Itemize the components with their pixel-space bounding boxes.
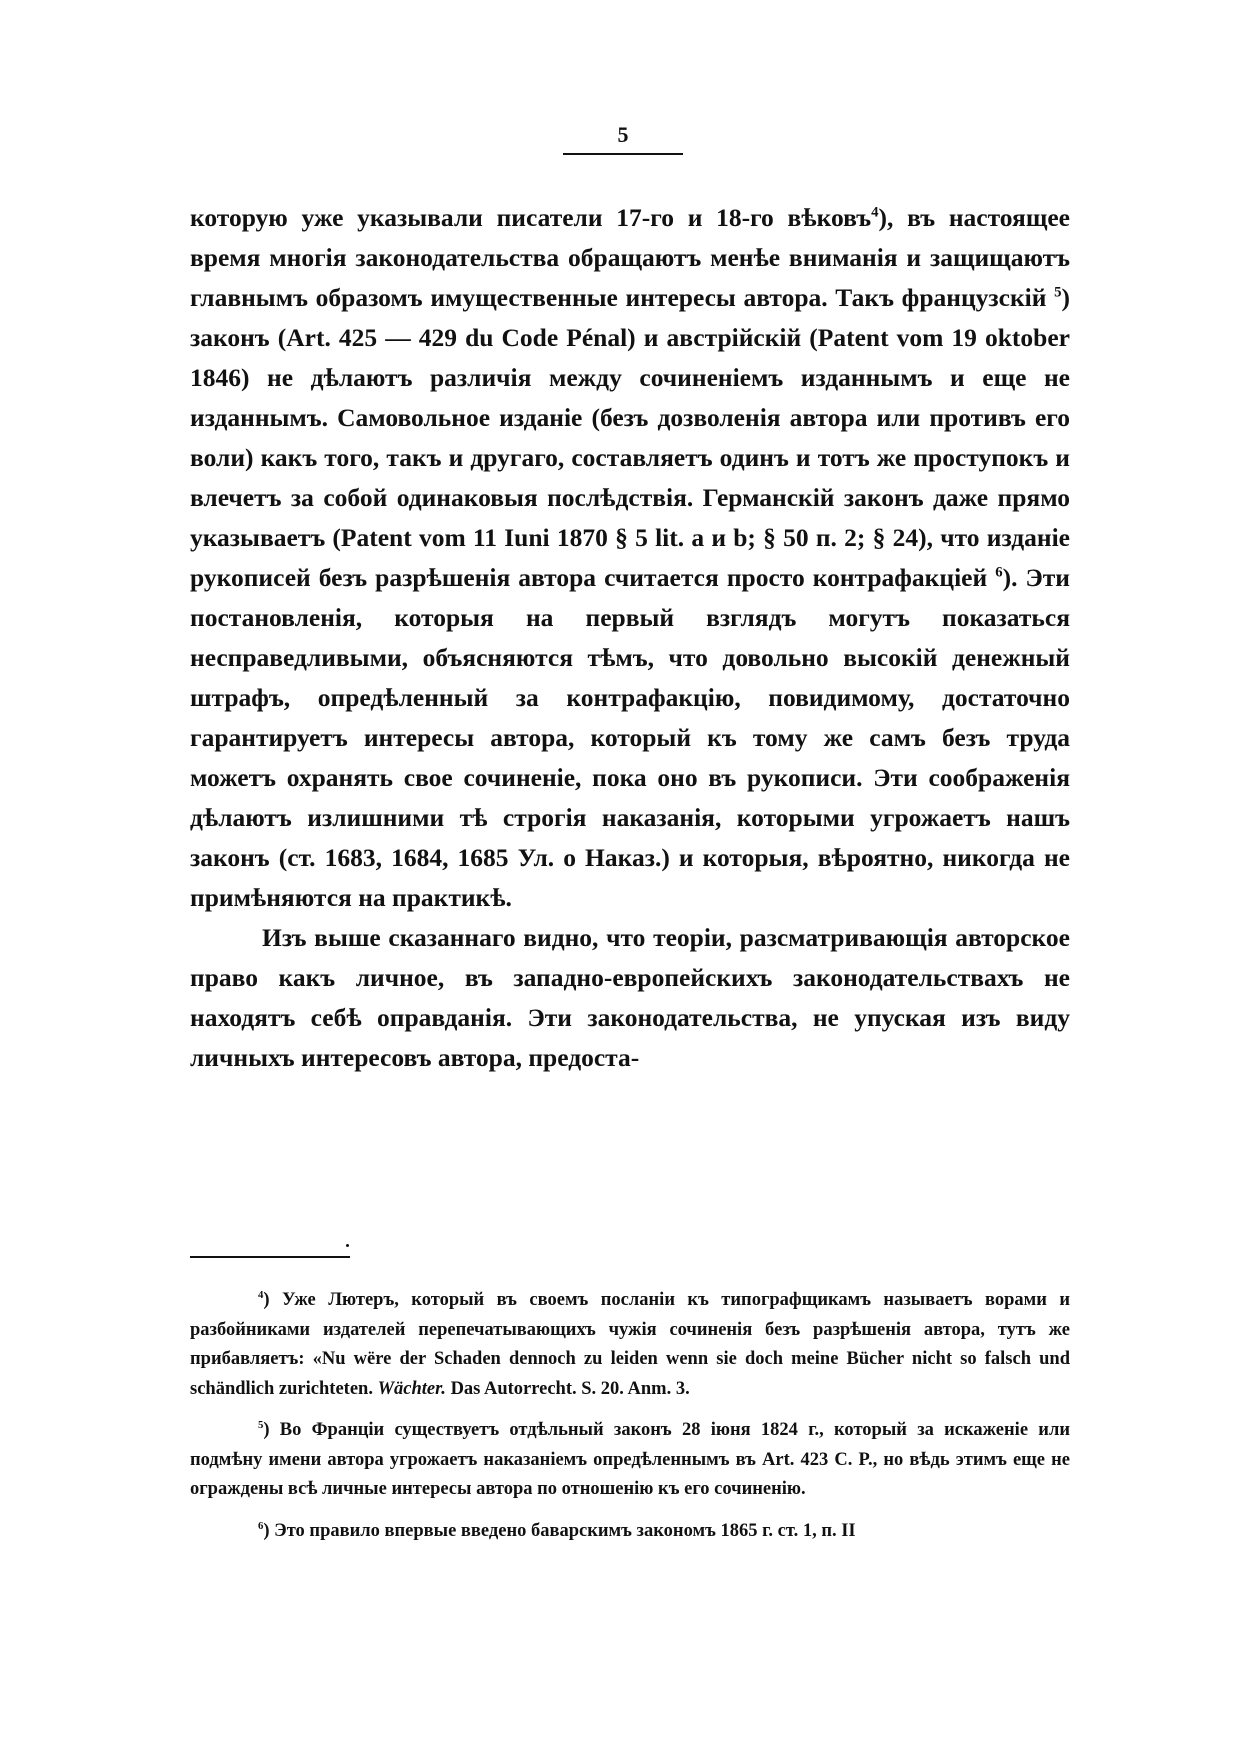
- footnote-text: ) Уже Лютеръ, который въ своемъ посланіи къ типографщикамъ называетъ ворами и разбойниками издателей перепечатывающихъ чужія сочиненія безъ разрѣшенія автора, тутъ же прибавляетъ: «Nu wëre der Schaden dennoch zu leiden wenn sie doch meine Bücher nicht so falsch und schändlich zurichteten.: [190, 1290, 1070, 1399]
- footnote-marker: 6: [258, 1519, 264, 1532]
- footnote-ref-5: 5: [1054, 284, 1062, 301]
- footnote-ref-4: 4: [871, 204, 879, 221]
- paragraph-1-text-a: которую уже указывали писатели 17-го и 18-го вѣковъ: [190, 203, 872, 232]
- separator-dot: [346, 1244, 349, 1247]
- footnotes: [190, 1286, 1070, 1558]
- paragraph-1-text-d: ). Эти постановленія, которыя на первый взглядъ могутъ показаться несправедливыми, объясняются тѣмъ, что довольно высокій денежный штрафъ, опредѣленный за контрафакцію, повидимому, достаточно гарантируетъ интересы автора, который къ тому же самъ безъ труда можетъ охранять свое сочиненіе, пока оно въ рукописи. Эти соображенія дѣлаютъ излишними тѣ строгія наказанія, которыми угрожаетъ нашъ законъ (ст. 1683, 1684, 1685 Ул. о Наказ.) и которыя, вѣроятно, никогда не примѣняются на практикѣ.: [190, 563, 1070, 912]
- footnote-source: Das Autorrecht. S. 20. Anm. 3.: [450, 1378, 690, 1399]
- footnote-6: [190, 1517, 1070, 1547]
- footnote-4: [190, 1286, 1070, 1404]
- main-text: [190, 198, 1070, 1078]
- footnote-author: Wächter.: [377, 1378, 446, 1399]
- footnote-text: ) Это правило впервые введено баварскимъ закономъ 1865 г. ст. 1, п. II: [263, 1520, 856, 1541]
- footnote-separator: [190, 1256, 350, 1258]
- page-number: 5: [617, 122, 629, 147]
- paragraph-2: Изъ выше сказаннаго видно, что теоріи, разсматривающія авторское право какъ личное, въ западно-европейскихъ законодательствахъ не находятъ себѣ оправданія. Эти законодательства, не упуская изъ виду личныхъ интересовъ автора, предоста-: [190, 923, 1070, 1072]
- footnote-marker: 4: [258, 1288, 264, 1301]
- footnote-marker: 5: [258, 1418, 264, 1431]
- paragraph-1-text-b: ), въ настоящее время многія законодательства обращаютъ менѣе вниманія и защищаютъ главнымъ образомъ имущественные интересы автора. Такъ французскій: [190, 203, 1070, 312]
- footnote-ref-6: 6: [995, 564, 1003, 581]
- footnote-5: [190, 1416, 1070, 1505]
- page-number-rule: [563, 153, 683, 155]
- footnote-text: ) Во Франціи существуетъ отдѣльный законъ 28 іюня 1824 г., который за искаженіе или подмѣну имени автора угрожаетъ наказаніемъ опредѣленнымъ въ Art. 423 С. P., но вѣдь этимъ еще не ограждены всѣ личные интересы автора по отношенію къ его сочиненію.: [190, 1420, 1070, 1499]
- paragraph-1-text-c: ) законъ (Art. 425 — 429 du Code Pénal) и австрійскій (Patent vom 19 oktober 1846) не дѣлаютъ различія между сочиненіемъ изданнымъ и еще не изданнымъ. Самовольное изданіе (безъ дозволенія автора или противъ его воли) какъ того, такъ и другаго, составляетъ одинъ и тотъ же проступокъ и влечетъ за собой одинаковыя послѣдствія. Германскій законъ даже прямо указываетъ (Patent vom 11 Iuni 1870 § 5 lit. a и b; § 50 п. 2; § 24), что изданіе рукописей безъ разрѣшенія автора считается просто контрафакціей: [190, 283, 1070, 592]
- paragraph-1: [190, 198, 1070, 918]
